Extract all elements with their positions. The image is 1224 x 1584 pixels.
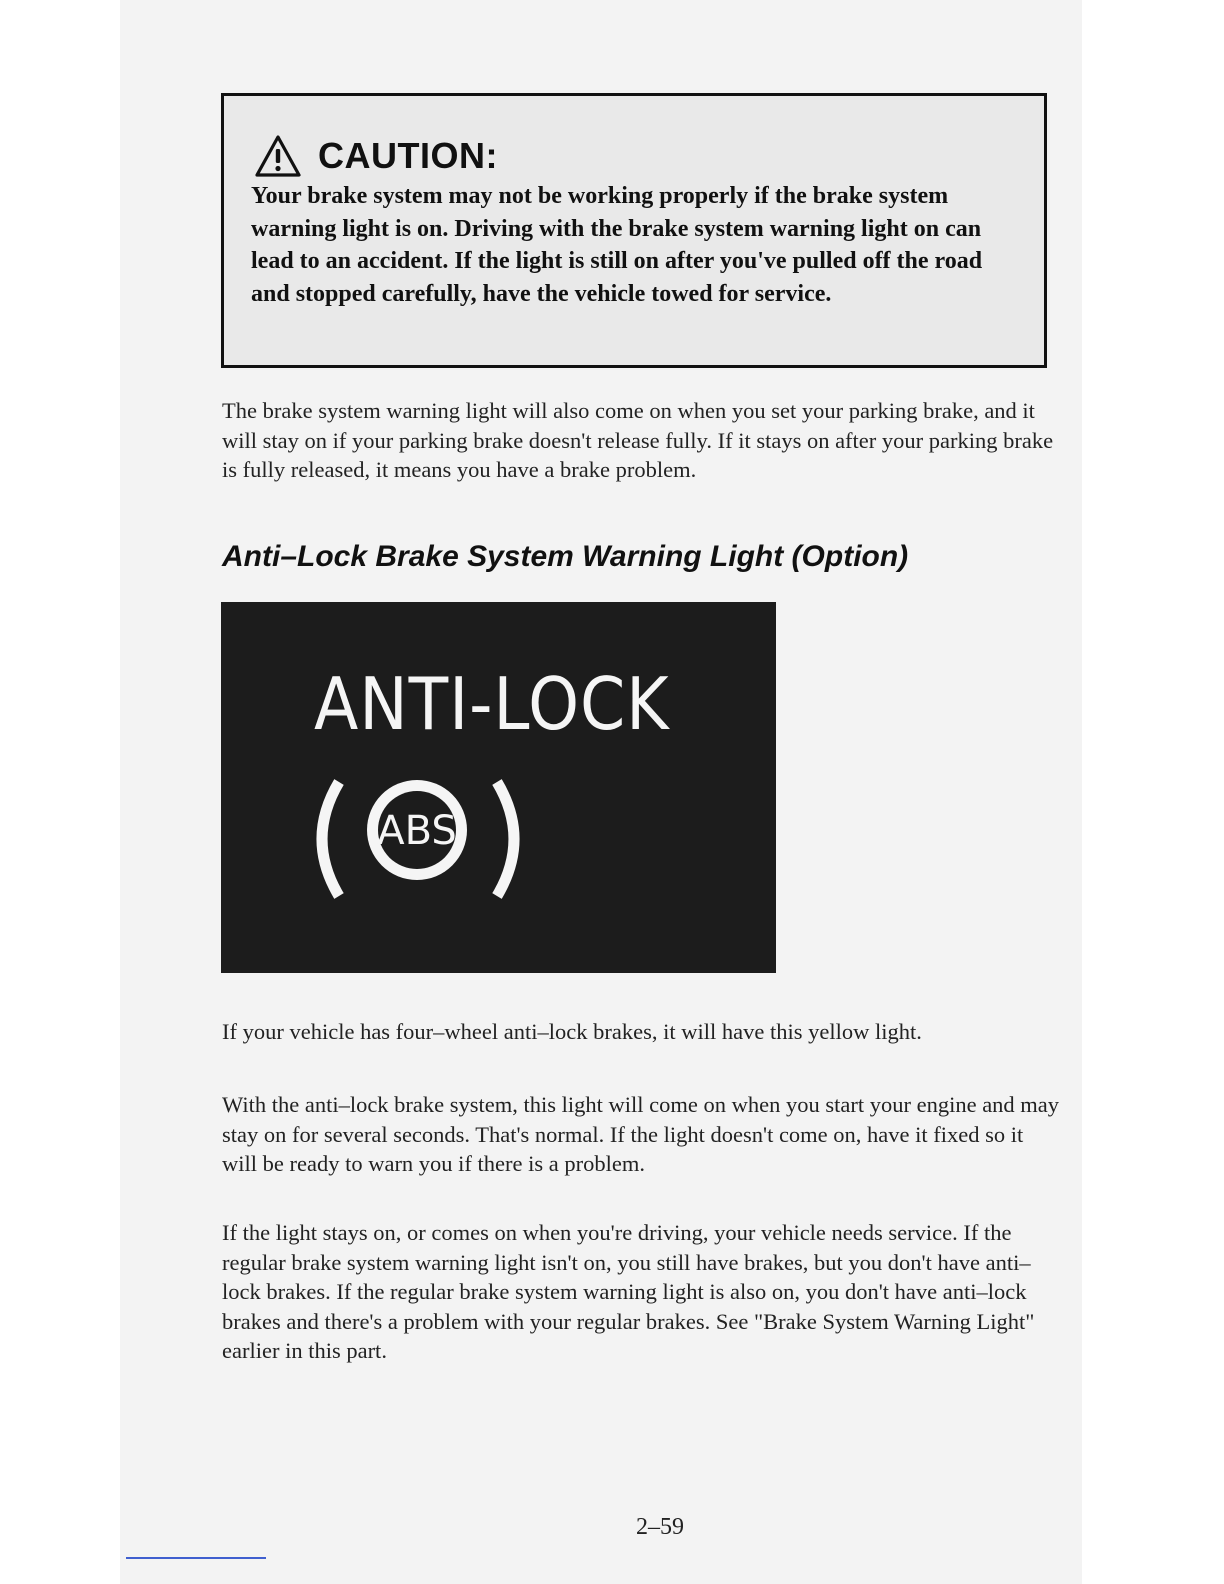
lamp-text: ANTI-LOCK	[314, 662, 670, 746]
abs-icon-label: ABS	[377, 808, 457, 854]
paragraph-parking-brake: The brake system warning light will also come on when you set your parking brake, and it will stay on if your parking brake doesn't release fully. If it stays on after your parking brake is fully released, it means you have a brake problem.	[222, 398, 1054, 482]
caution-title: CAUTION:	[318, 135, 498, 176]
abs-warning-icon	[313, 774, 523, 904]
paragraph-needs-service: If the light stays on, or comes on when you're driving, your vehicle needs service. If the regular brake system warning light isn't on, you still have brakes, but you don't have anti–lock brakes. If the regular brake system warning light is also on, you don't have anti–lock brakes and there's a problem with your regular brakes. See "Brake System Warning Light" earlier in this part.	[222, 1220, 1035, 1363]
paragraph-normal-behavior: With the anti–lock brake system, this light will come on when you start your engine and may stay on for several seconds. That's normal. If the light doesn't come on, have it fixed so it will be ready to warn you if there is a problem.	[222, 1092, 1060, 1176]
footer-rule	[126, 1557, 266, 1559]
caution-box	[221, 93, 1047, 368]
anti-lock-lamp-image	[221, 602, 776, 973]
paragraph-yellow-light: If your vehicle has four–wheel anti–lock brakes, it will have this yellow light.	[222, 1019, 922, 1044]
caution-header	[254, 132, 498, 180]
section-heading: Anti–Lock Brake System Warning Light (Option)	[222, 540, 909, 573]
page-number: 2–59	[636, 1514, 684, 1540]
caution-text: Your brake system may not be working properly if the brake system warning light is on. Driving with the brake system warning light on can lead to an accident. If the light is still on after you've pulled off the road and stopped carefully, have the vehicle towed for service.	[251, 183, 983, 307]
warning-triangle-icon	[254, 134, 302, 178]
